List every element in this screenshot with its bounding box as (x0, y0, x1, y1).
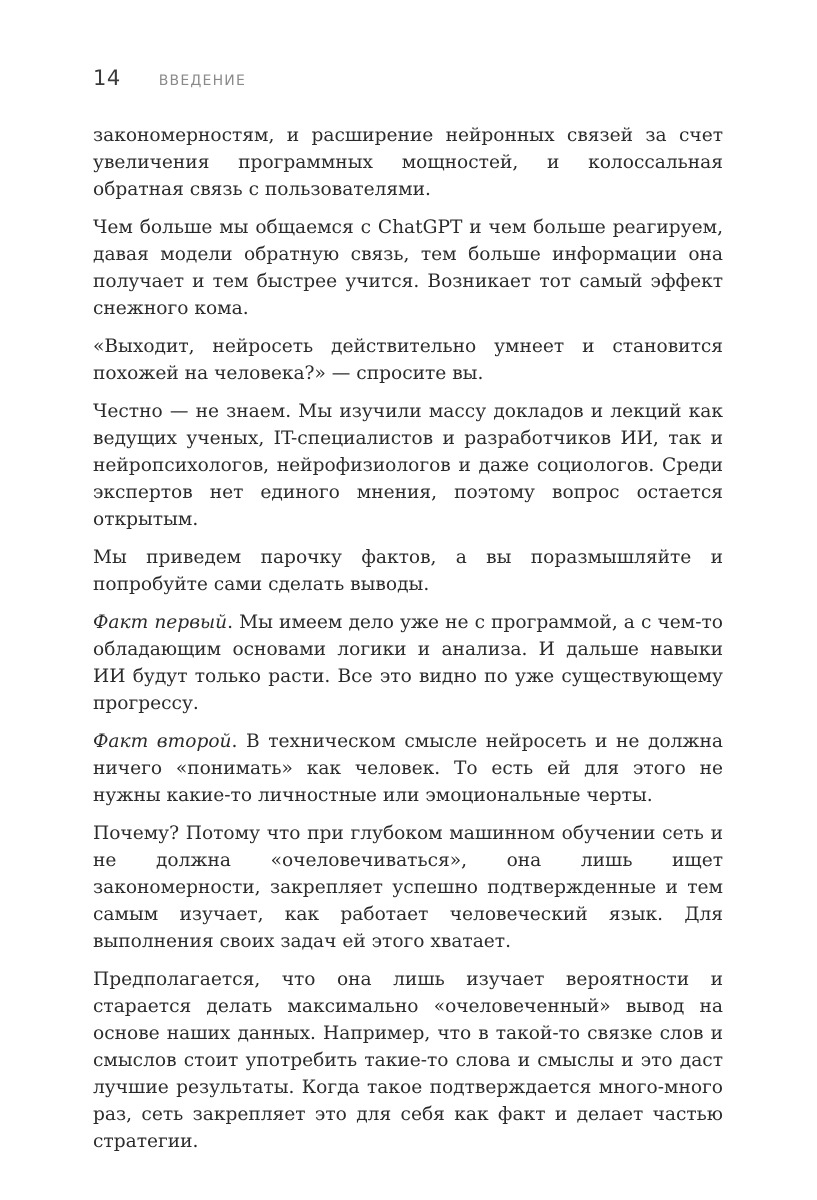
paragraph-text: Почему? Потому что при глубоком машинном обучении сеть и не должна «очеловечиваться», она лишь ищет закономерности, закрепляет успешно подтвержденные и тем самым изучает, как работает человеческий язык. Для выполнения своих задач ей этого хватает. (93, 823, 723, 952)
paragraph-text: . В техническом смысле нейросеть и не должна ничего «понимать» как человек. То есть ей для этого не нужны какие-то личностные или эмоциональные черты. (93, 731, 723, 806)
paragraph (93, 122, 723, 203)
body-text (93, 122, 723, 1166)
paragraph (93, 966, 723, 1155)
paragraph-text: Мы приведем парочку фактов, а вы поразмышляйте и попробуйте сами сделать выводы. (93, 547, 723, 595)
page-number: 14 (93, 66, 121, 90)
paragraph (93, 398, 723, 533)
running-head (93, 66, 246, 90)
paragraph-text: «Выходит, нейросеть действительно умнеет и становится похожей на человека?» — спросите вы. (93, 336, 723, 384)
paragraph-text: Чем больше мы общаемся с ChatGPT и чем больше реагируем, давая модели обратную связь, тем больше информации она получает и тем быстрее учится. Возникает тот самый эффект снежного кома. (93, 217, 723, 319)
fact-lead: Факт второй (93, 731, 232, 752)
paragraph-text: Честно — не знаем. Мы изучили массу докладов и лекций как ведущих ученых, IT-специалистов и разработчиков ИИ, так и нейропсихологов, нейрофизиологов и даже социологов. Среди экспертов нет единого мнения, поэтому вопрос остается открытым. (93, 401, 723, 530)
paragraph (93, 333, 723, 387)
section-title: ВВЕДЕНИЕ (158, 73, 247, 89)
paragraph (93, 544, 723, 598)
fact-lead: Факт первый (93, 612, 228, 633)
paragraph-text: закономерностям, и расширение нейронных связей за счет увеличения программных мощностей, и колоссальная обратная связь с пользователями. (93, 125, 723, 200)
paragraph-fact-two (93, 728, 723, 809)
paragraph-fact-one (93, 609, 723, 717)
paragraph (93, 820, 723, 955)
paragraph-text: . Мы имеем дело уже не с программой, а с чем-то обладающим основами логики и анализа. И дальше навыки ИИ будут только расти. Все это видно по уже существующему прогрессу. (93, 612, 723, 714)
paragraph-text: Предполагается, что она лишь изучает вероятности и старается делать максимально «очеловеченный» вывод на основе наших данных. Например, что в такой-то связке слов и смыслов стоит употребить такие-то слова и смыслы и это даст лучшие результаты. Когда такое подтверждается много-много раз, сеть закрепляет это для себя как факт и делает частью стратегии. (93, 969, 723, 1152)
paragraph (93, 214, 723, 322)
